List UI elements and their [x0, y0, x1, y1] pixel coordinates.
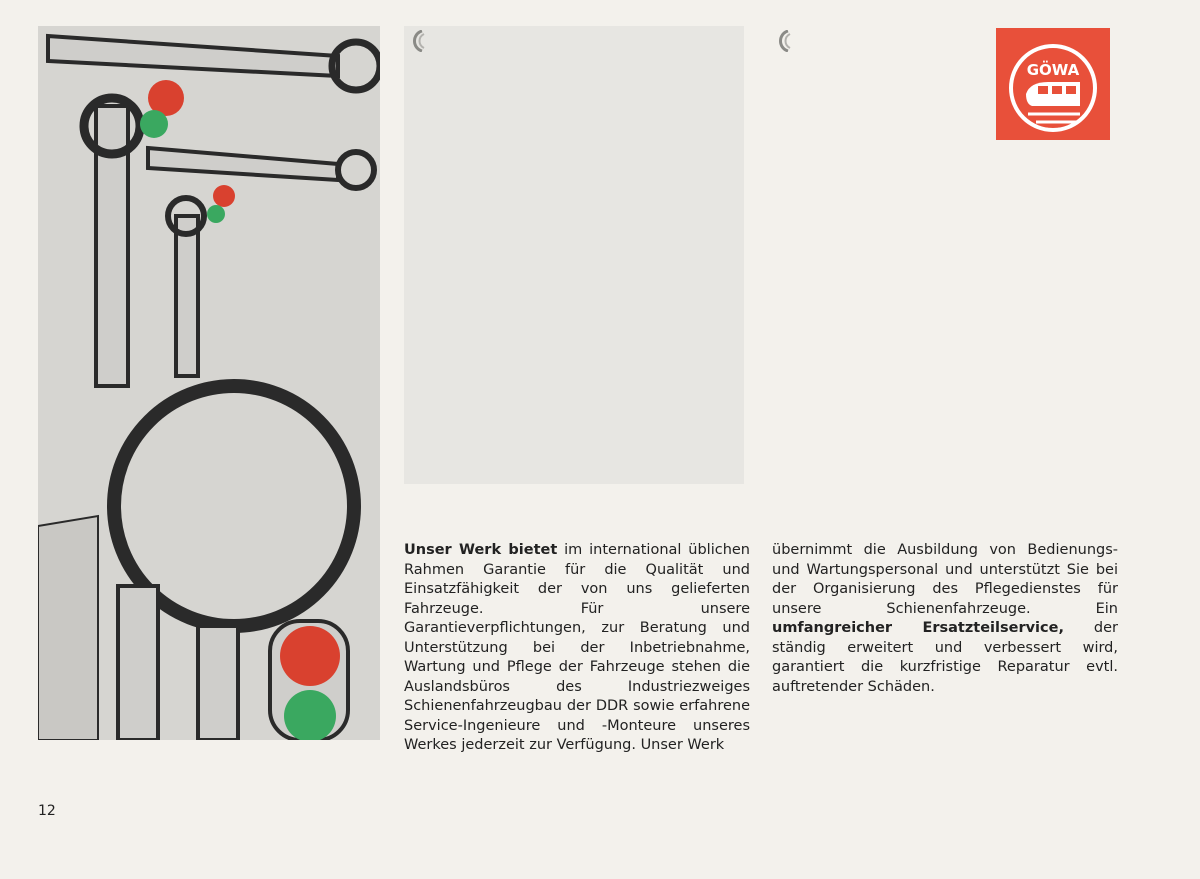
ersatzteilservice-bold: umfangreicher Ersatzteilservice,	[772, 620, 1064, 636]
paragraph-left: im international üblichen Rahmen Garantie für die Qualität und Einsatzfähigkeit der von uns gelieferten Fahrzeuge. Für unsere Garantieverpflichtungen, zur Beratung und Unterstützung bei der Inbetriebnahme, Wartung und Pflege der Fahrzeuge stehen die Auslandsbüros des Industriezweiges Schienenfahrzeugbau der DDR sowie erfahrene Service-Ingenieure und -Monteure unseres Werkes jederzeit zur Verfügung. Unser Werk	[404, 542, 750, 753]
page-number: 12	[38, 803, 56, 819]
railway-signal-image	[38, 26, 380, 740]
binding-hole-icon	[776, 30, 792, 52]
binding-hole-icon	[410, 30, 426, 52]
text-column-left	[404, 541, 750, 756]
paragraph-right-end: der ständig erweitert und verbessert wird, garantiert die kurzfristige Reparatur evtl. auftretender Schäden.	[772, 620, 1118, 695]
text-column-right	[772, 541, 1118, 697]
railway-signal-illustration	[38, 26, 380, 740]
paragraph-right-start: übernimmt die Ausbildung von Bedienungs- und Wartungspersonal und unterstützt Sie bei der Organisierung des Pflegedienstes für unsere Schienenfahrzeuge. Ein	[772, 542, 1118, 617]
logo-text: GÖWA	[1026, 61, 1080, 79]
goewa-logo	[996, 28, 1110, 140]
goewa-train-logo-icon	[996, 28, 1110, 140]
lead-bold: Unser Werk bietet	[404, 542, 558, 558]
blank-panel	[404, 26, 744, 484]
